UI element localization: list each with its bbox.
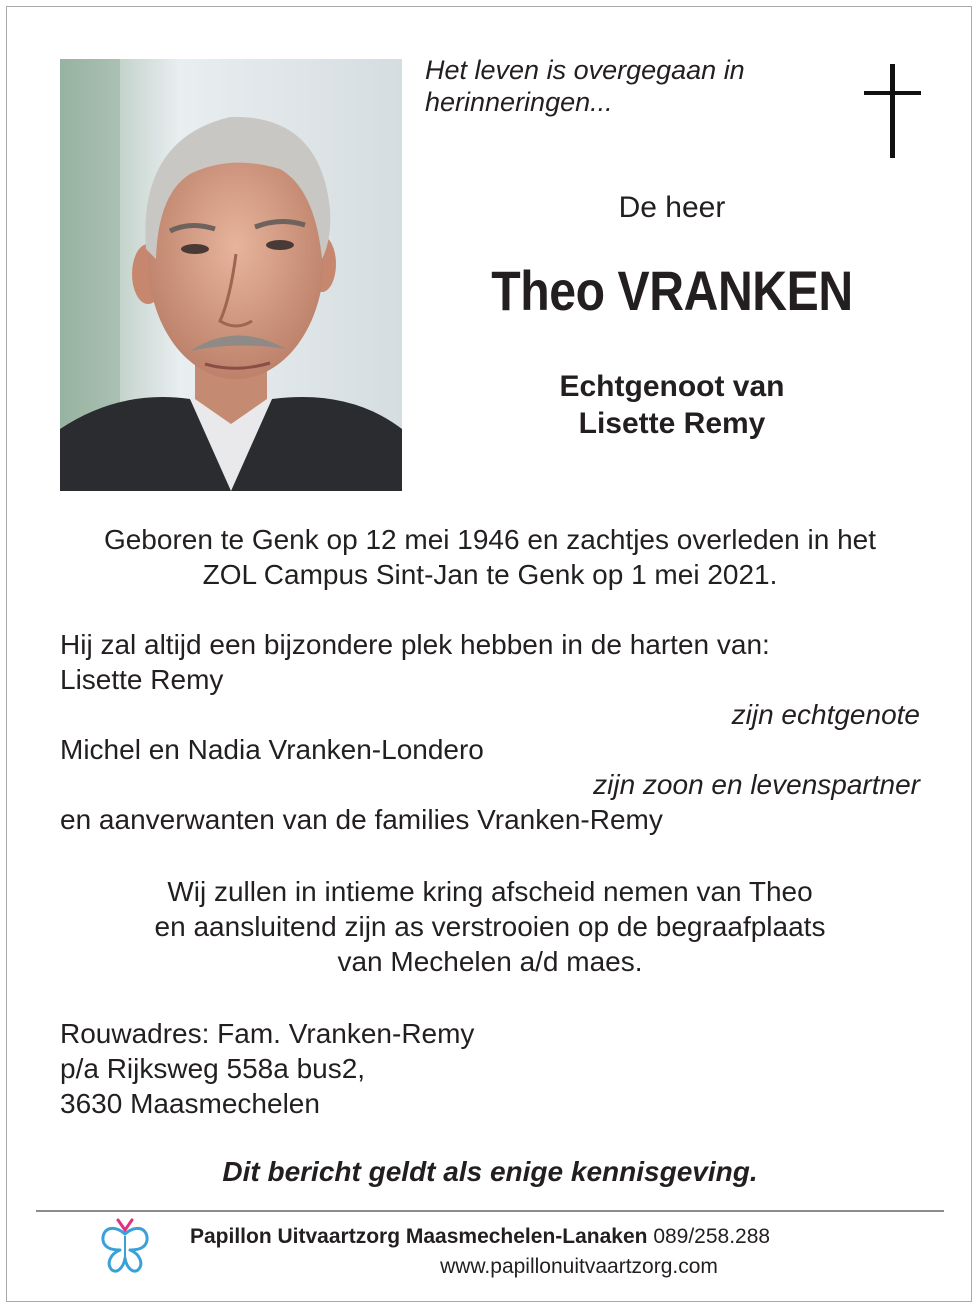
mourning-address (60, 1016, 660, 1121)
title-prefix: De heer (618, 191, 726, 224)
funeral-home-website-link[interactable]: www.papillonuitvaartzorg.com (440, 1255, 718, 1278)
spouse-block (440, 368, 904, 442)
address-line: 3630 Maasmechelen (60, 1088, 320, 1119)
address-line: Rouwadres: Fam. Vranken-Remy (60, 1018, 475, 1049)
portrait-photo (60, 59, 402, 491)
cross-icon (864, 64, 922, 165)
family-intro: Hij zal altijd een bijzondere plek hebben in de harten van: (60, 629, 770, 660)
birth-death-paragraph (36, 522, 944, 592)
motto-line: Het leven is overgegaan in (425, 55, 745, 85)
farewell-line: Wij zullen in intieme kring afscheid nemen van Theo (167, 876, 813, 907)
butterfly-logo-icon (100, 1214, 150, 1281)
spouse-line: Echtgenoot van (559, 370, 785, 403)
funeral-home-name: Papillon Uitvaartzorg Maasmechelen-Lanaken (190, 1225, 648, 1248)
family-member-relation: zijn echtgenote (731, 699, 920, 730)
motto-line: herinneringen... (425, 87, 613, 117)
family-list (60, 627, 920, 837)
footer-divider (36, 1210, 944, 1212)
funeral-home-footer (190, 1222, 910, 1282)
farewell-line: en aansluitend zijn as verstrooien op de begraafplaats (154, 911, 826, 942)
family-member-relation: zijn zoon en levenspartner (593, 769, 920, 800)
family-member-name: Lisette Remy (60, 664, 224, 695)
sole-notice-statement: Dit bericht geldt als enige kennisgeving. (222, 1156, 758, 1187)
deceased-name: Theo VRANKEN (491, 259, 853, 322)
farewell-paragraph (36, 874, 944, 979)
relatives-line: en aanverwanten van de families Vranken-Remy (60, 804, 663, 835)
death-line: ZOL Campus Sint-Jan te Genk op 1 mei 2021. (202, 559, 778, 590)
birth-line: Geboren te Genk op 12 mei 1946 en zachtjes overleden in het (103, 524, 877, 555)
family-member-name: Michel en Nadia Vranken-Londero (60, 734, 484, 765)
motto (425, 54, 845, 118)
funeral-home-phone[interactable]: 089/258.288 (653, 1225, 771, 1248)
farewell-line: van Mechelen a/d maes. (337, 946, 643, 977)
address-line: p/a Rijksweg 558a bus2, (60, 1053, 366, 1084)
spouse-name: Lisette Remy (578, 407, 766, 440)
